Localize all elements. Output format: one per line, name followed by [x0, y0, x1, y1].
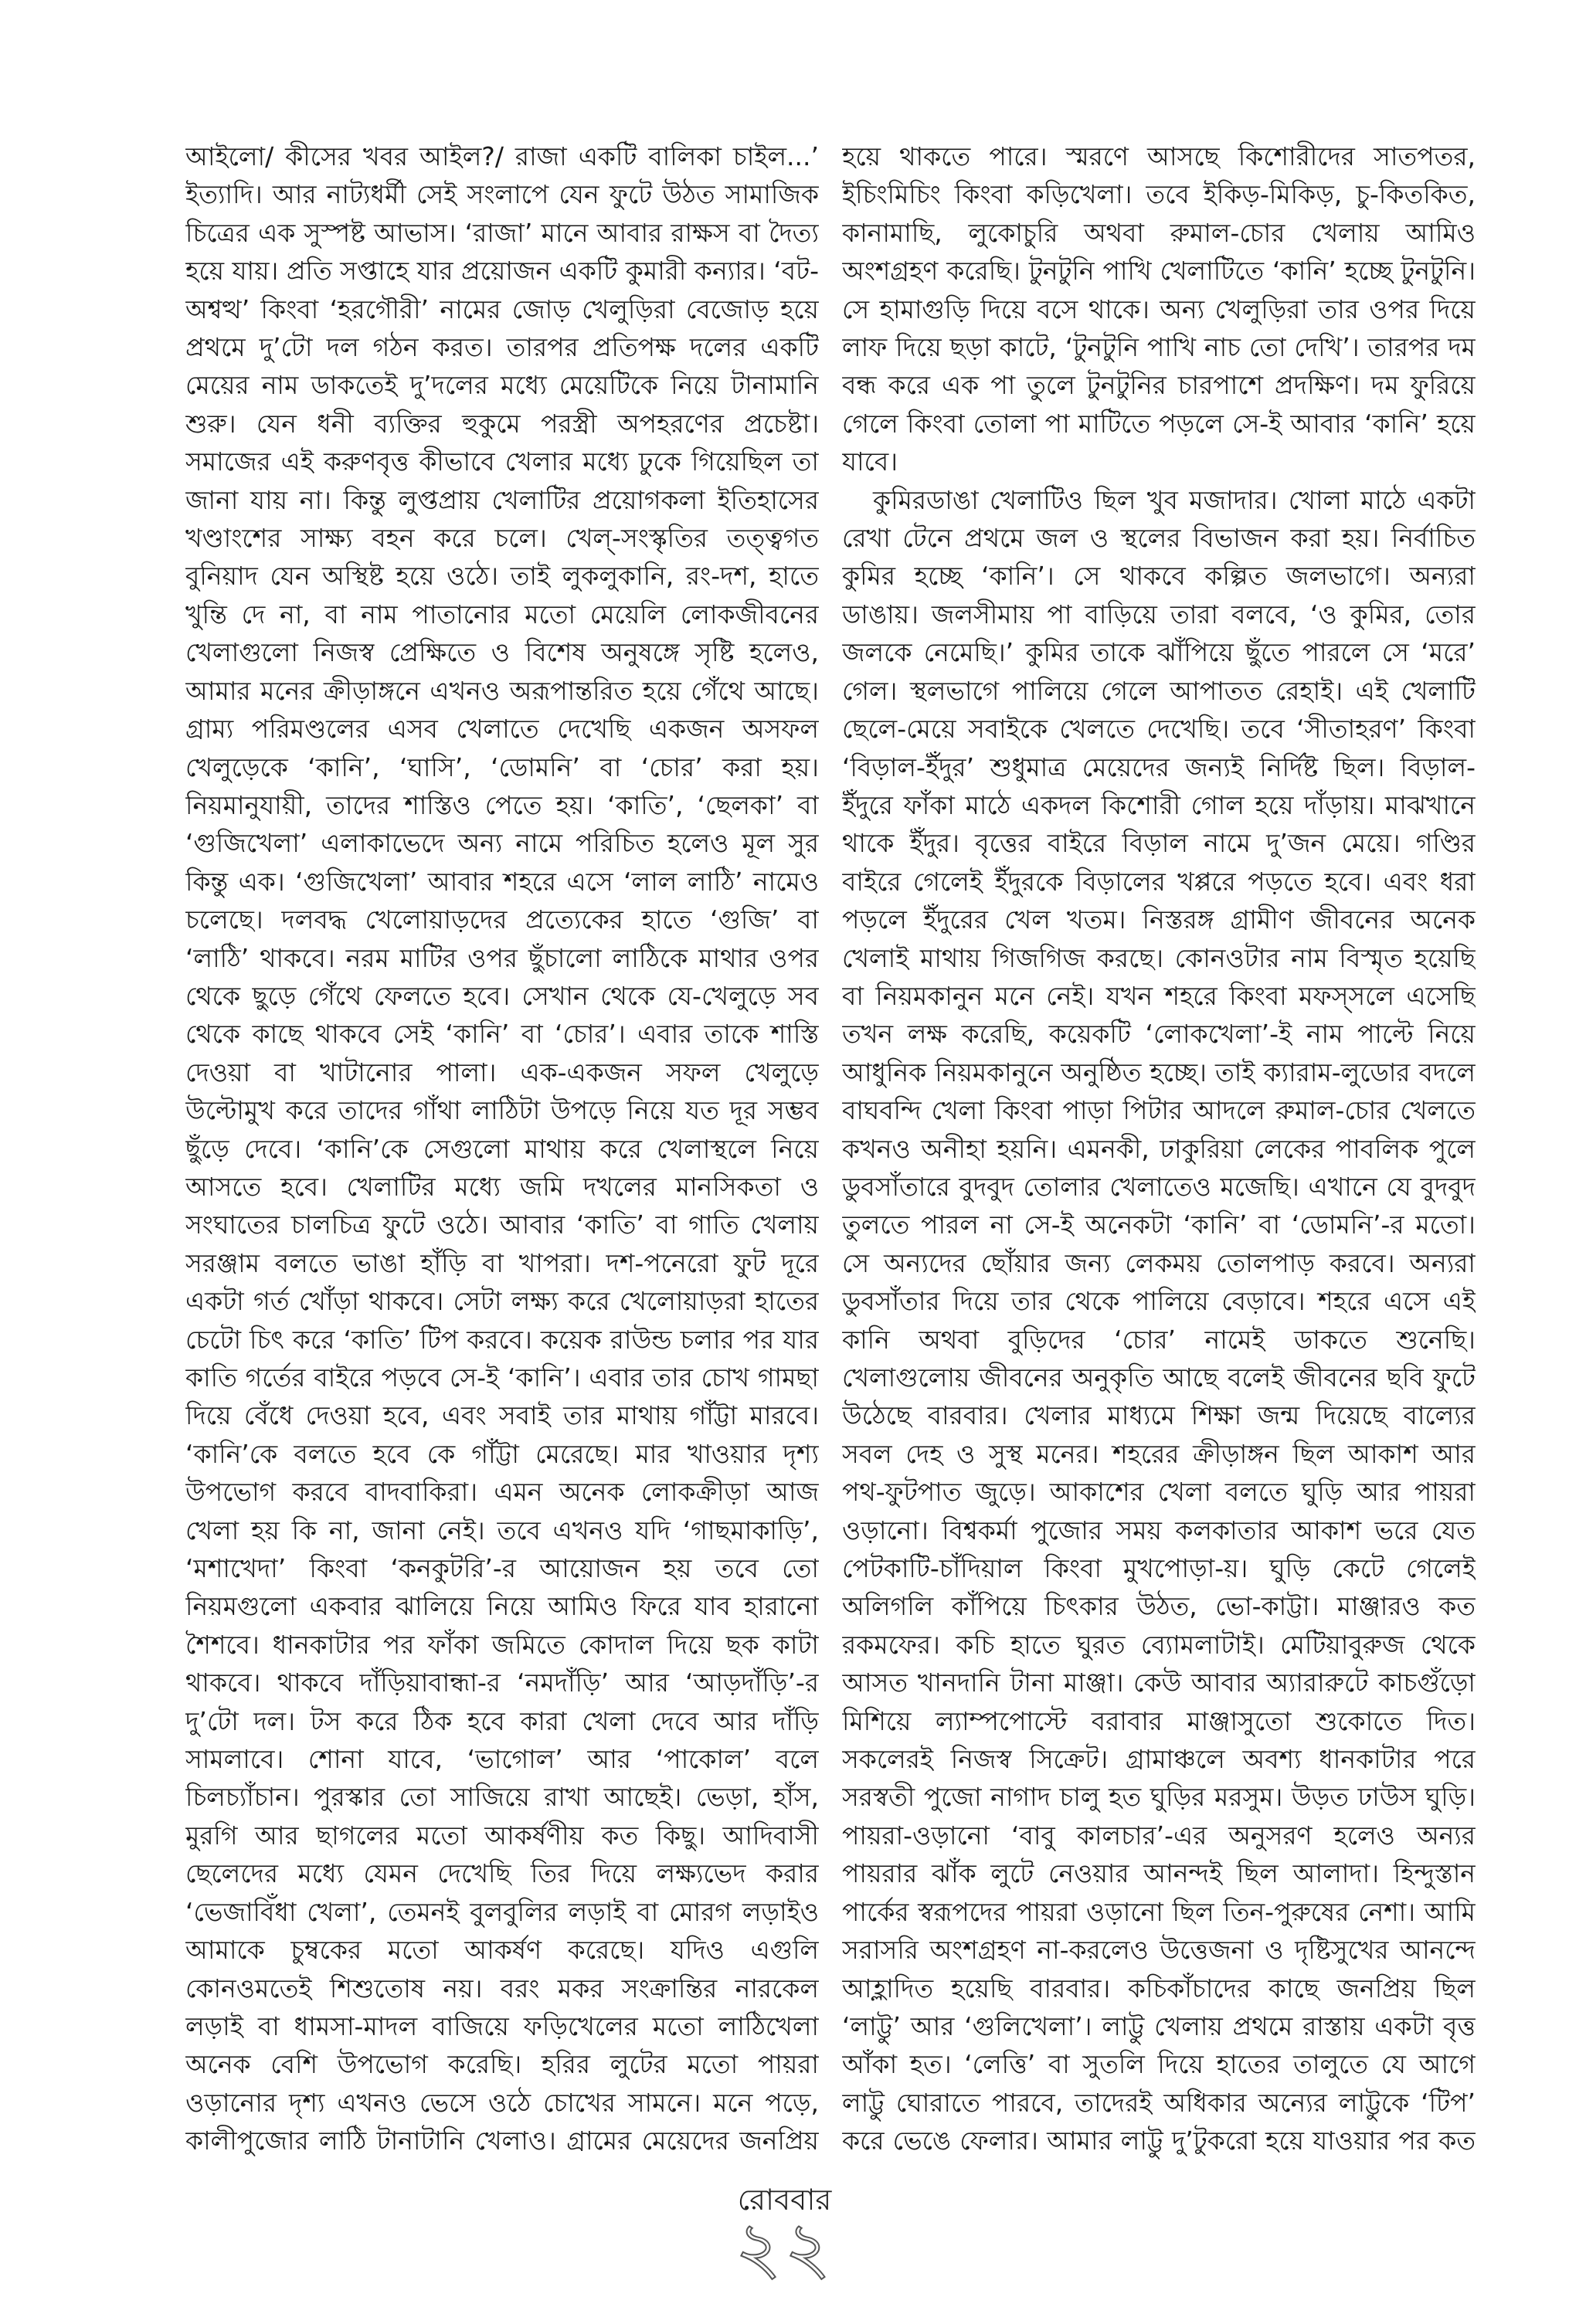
page-footer: [0, 2182, 1569, 2289]
article-column-right: [842, 137, 1476, 2161]
article-paragraph: কুমিরডাঙা খেলাটিও ছিল খুব মজাদার। খোলা মাঠে একটা রেখা টেনে প্রথমে জল ও স্থলের বিভাজন করা হয়। নির্বাচিত কুমির হচ্ছে ‘কানি’। সে থাকবে কল্পিত জলভাগে। অন্যরা ডাঙায়। জলসীমায় পা বাড়িয়ে তারা বলবে, ‘ও কুমির, তোর জলকে নেমেছি।’ কুমির তাকে ঝাঁপিয়ে ছুঁতে পারলে সে ‘মরে’ গেল। স্থলভাগে পালিয়ে গেলে আপাতত রেহাই। এই খেলাটি ছেলে-মেয়ে সবাইকে খেলতে দেখেছি। তবে ‘সীতাহরণ’ কিংবা ‘বিড়াল-ইঁদুর’ শুধুমাত্র মেয়েদের জন্যই নির্দিষ্ট ছিল। বিড়াল-ইঁদুরে ফাঁকা মাঠে একদল কিশোরী গোল হয়ে দাঁড়ায়। মাঝখানে থাকে ইঁদুর। বৃত্তের বাইরে বিড়াল নামে দু’জন মেয়ে। গণ্ডির বাইরে গেলেই ইঁদুরকে বিড়ালের খপ্পরে পড়তে হবে। এবং ধরা পড়লে ইঁদুরের খেল খতম। নিস্তরঙ্গ গ্রামীণ জীবনের অনেক খেলাই মাথায় গিজগিজ করছে। কোনওটার নাম বিস্মৃত হয়েছি বা নিয়মকানুন মনে নেই। যখন শহরে কিংবা মফস্সলে এসেছি তখন লক্ষ করেছি, কয়েকটি ‘লোকখেলা’-ই নাম পাল্টে নিয়ে আধুনিক নিয়মকানুনে অনুষ্ঠিত হচ্ছে। তাই ক্যারাম-লুডোর বদলে বাঘবন্দি খেলা কিংবা পাড়া পিটার আদলে রুমাল-চোর খেলতে কখনও অনীহা হয়নি। এমনকী, ঢাকুরিয়া লেকের পাবলিক পুলে ডুবসাঁতারে বুদবুদ তোলার খেলাতেও মজেছি। এখানে যে বুদবুদ তুলতে পারল না সে-ই অনেকটা ‘কানি’ বা ‘ডোমনি’-র মতো। সে অন্যদের ছোঁয়ার জন্য লেকময় তোলপাড় করবে। অন্যরা ডুবসাঁতার দিয়ে তার থেকে পালিয়ে বেড়াবে। শহরে এসে এই কানি অথবা বুড়িদের ‘চোর’ নামেই ডাকতে শুনেছি। খেলাগুলোয় জীবনের অনুকৃতি আছে বলেই জীবনের ছবি ফুটে উঠেছে বারবার। খেলার মাধ্যমে শিক্ষা জন্ম দিয়েছে বাল্যের সবল দেহ ও সুস্থ মনের। শহরের ক্রীড়াঙ্গন ছিল আকাশ আর পথ-ফুটপাত জুড়ে। আকাশের খেলা বলতে ঘুড়ি আর পায়রা ওড়ানো। বিশ্বকর্মা পুজোর সময় কলকাতার আকাশ ভরে যেত পেটকাটি-চাঁদিয়াল কিংবা মুখপোড়া-য়। ঘুড়ি কেটে গেলেই অলিগলি কাঁপিয়ে চিৎকার উঠত, ভো-কাট্টা। মাঞ্জারও কত রকমফের। কচি হাতে ঘুরত ব্যোমলাটাই। মেটিয়াবুরুজ থেকে আসত খানদানি টানা মাঞ্জা। কেউ আবার অ্যারারুটে কাচগুঁড়ো মিশিয়ে ল্যাম্পপোস্টে বরাবার মাঞ্জাসুতো শুকোতে দিত। সকলেরই নিজস্ব সিক্রেট। গ্রামাঞ্চলে অবশ্য ধানকাটার পরে সরস্বতী পুজো নাগাদ চালু হত ঘুড়ির মরসুম। উড়ত ঢাউস ঘুড়ি। পায়রা-ওড়ানো ‘বাবু কালচার’-এর অনুসরণ হলেও অন্যর পায়রার ঝাঁক লুটে নেওয়ার আনন্দই ছিল আলাদা। হিন্দুস্তান পার্কের স্বরূপদের পায়রা ওড়ানো ছিল তিন-পুরুষের নেশা। আমি সরাসরি অংশগ্রহণ না-করলেও উত্তেজনা ও দৃষ্টিসুখের আনন্দে আহ্লাদিত হয়েছি বারবার। কচিকাঁচাদের কাছে জনপ্রিয় ছিল ‘লাট্টু’ আর ‘গুলিখেলা’। লাট্টু খেলায় প্রথমে রাস্তায় একটা বৃত্ত আঁকা হত। ‘লেত্তি’ বা সুতলি দিয়ে হাতের তালুতে যে আগে লাট্টু ঘোরাতে পারবে, তাদেরই অধিকার অন্যের লাট্টুকে ‘টিপ’ করে ভেঙে ফেলার। আমার লাট্টু দু’টুকরো হয়ে যাওয়ার পর কত: [842, 484, 1476, 2156]
article-column-left: [185, 137, 819, 2161]
article-paragraph: হয়ে থাকতে পারে। স্মরণে আসছে কিশোরীদের সাতপতর, ইচিংমিচিং কিংবা কড়িখেলা। তবে ইকিড়-মিকিড়, চু-কিতকিত, কানামাছি, লুকোচুরি অথবা রুমাল-চোর খেলায় আমিও অংশগ্রহণ করেছি। টুনটুনি পাখি খেলাটিতে ‘কানি’ হচ্ছে টুনটুনি। সে হামাগুড়ি দিয়ে বসে থাকে। অন্য খেলুড়িরা তার ওপর দিয়ে লাফ দিয়ে ছড়া কাটে, ‘টুনটুনি পাখি নাচ তো দেখি’। তারপর দম বন্ধ করে এক পা তুলে টুনটুনির চারপাশে প্রদক্ষিণ। দম ফুরিয়ে গেলে কিংবা তোলা পা মাটিতে পড়লে সে-ই আবার ‘কানি’ হয়ে যাবে।: [842, 141, 1476, 477]
article-paragraph: আইলো/ কীসের খবর আইল?/ রাজা একটি বালিকা চাইল...’ ইত্যাদি। আর নাট্যধর্মী সেই সংলাপে যেন ফুটে উঠত সামাজিক চিত্রের এক সুস্পষ্ট আভাস। ‘রাজা’ মানে আবার রাক্ষস বা দৈত্য হয়ে যায়। প্রতি সপ্তাহে যার প্রয়োজন একটি কুমারী কন্যার। ‘বট-অশ্বত্থ’ কিংবা ‘হরগৌরী’ নামের জোড় খেলুড়িরা বেজোড় হয়ে প্রথমে দু’টো দল গঠন করত। তারপর প্রতিপক্ষ দলের একটি মেয়ের নাম ডাকতেই দু’দলের মধ্যে মেয়েটিকে নিয়ে টানামানি শুরু। যেন ধনী ব্যক্তির হুকুমে পরস্ত্রী অপহরণের প্রচেষ্টা। সমাজের এই করুণবৃত্ত কীভাবে খেলার মধ্যে ঢুকে গিয়েছিল তা জানা যায় না। কিন্তু লুপ্তপ্রায় খেলাটির প্রয়োগকলা ইতিহাসের খণ্ডাংশের সাক্ষ্য বহন করে চলে। খেল্-সংস্কৃতির তত্ত্বগত বুনিয়াদ যেন অস্থিষ্ট হয়ে ওঠে। তাই লুকলুকানি, রং-দশ, হাতে খুন্তি দে না, বা নাম পাতানোর মতো মেয়েলি লোকজীবনের খেলাগুলো নিজস্ব প্রেক্ষিতে ও বিশেষ অনুষঙ্গে সৃষ্টি হলেও, আমার মনের ক্রীড়াঙ্গনে এখনও অরূপান্তরিত হয়ে গেঁথে আছে। গ্রাম্য পরিমণ্ডলের এসব খেলাতে দেখেছি একজন অসফল খেলুড়েকে ‘কানি’, ‘ঘাসি’, ‘ডোমনি’ বা ‘চোর’ করা হয়। নিয়মানুযায়ী, তাদের শাস্তিও পেতে হয়। ‘কাতি’, ‘ছেলকা’ বা ‘গুজিখেলা’ এলাকাভেদে অন্য নামে পরিচিত হলেও মূল সুর কিন্তু এক। ‘গুজিখেলা’ আবার শহরে এসে ‘লাল লাঠি’ নামেও চলেছে। দলবদ্ধ খেলোয়াড়দের প্রত্যেকের হাতে ‘গুজি’ বা ‘লাঠি’ থাকবে। নরম মাটির ওপর ছুঁচালো লাঠিকে মাথার ওপর থেকে ছুড়ে গেঁথে ফেলতে হবে। সেখান থেকে যে-খেলুড়ে সব থেকে কাছে থাকবে সেই ‘কানি’ বা ‘চোর’। এবার তাকে শাস্তি দেওয়া বা খাটানোর পালা। এক-একজন সফল খেলুড়ে উল্টোমুখ করে তাদের গাঁথা লাঠিটা উপড়ে নিয়ে যত দূর সম্ভব ছুঁড়ে দেবে। ‘কানি’কে সেগুলো মাথায় করে খেলাস্থলে নিয়ে আসতে হবে। খেলাটির মধ্যে জমি দখলের মানসিকতা ও সংঘাতের চালচিত্র ফুটে ওঠে। আবার ‘কাতি’ বা গাতি খেলায় সরঞ্জাম বলতে ভাঙা হাঁড়ি বা খাপরা। দশ-পনেরো ফুট দূরে একটা গর্ত খোঁড়া থাকবে। সেটা লক্ষ্য করে খেলোয়াড়রা হাতের চেটো চিৎ করে ‘কাতি’ টিপ করবে। কয়েক রাউন্ড চলার পর যার কাতি গর্তের বাইরে পড়বে সে-ই ‘কানি’। এবার তার চোখ গামছা দিয়ে বেঁধে দেওয়া হবে, এবং সবাই তার মাথায় গাঁট্টা মারবে। ‘কানি’কে বলতে হবে কে গাঁট্টা মেরেছে। মার খাওয়ার দৃশ্য উপভোগ করবে বাদবাকিরা। এমন অনেক লোকক্রীড়া আজ খেলা হয় কি না, জানা নেই। তবে এখনও যদি ‘গাছমাকাড়ি’, ‘মশাখেদা’ কিংবা ‘কনকুটরি’-র আয়োজন হয় তবে তো নিয়মগুলো একবার ঝালিয়ে নিয়ে আমিও ফিরে যাব হারানো শৈশবে। ধানকাটার পর ফাঁকা জমিতে কোদাল দিয়ে ছক কাটা থাকবে। থাকবে দাঁড়িয়াবান্ধা-র ‘নমদাঁড়ি’ আর ‘আড়দাঁড়ি’-র দু’টো দল। টস করে ঠিক হবে কারা খেলা দেবে আর দাঁড়ি সামলাবে। শোনা যাবে, ‘ভাগোল’ আর ‘পাকোল’ বলে চিলচ্যাঁচান। পুরস্কার তো সাজিয়ে রাখা আছেই। ভেড়া, হাঁস, মুরগি আর ছাগলের মতো আকর্ষণীয় কত কিছু। আদিবাসী ছেলেদের মধ্যে যেমন দেখেছি তির দিয়ে লক্ষ্যভেদ করার ‘ভেজাবিঁধা খেলা’, তেমনই বুলবুলির লড়াই বা মোরগ লড়াইও আমাকে চুম্বকের মতো আকর্ষণ করেছে। যদিও এগুলি কোনওমতেই শিশুতোষ নয়। বরং মকর সংক্রান্তির নারকেল লড়াই বা ধামসা-মাদল বাজিয়ে ফড়িখেলের মতো লাঠিখেলা অনেক বেশি উপভোগ করেছি। হরির লুটের মতো পায়রা ওড়ানোর দৃশ্য এখনও ভেসে ওঠে চোখের সামনে। মনে পড়ে, কালীপুজোর লাঠি টানাটানি খেলাও। গ্রামের মেয়েদের জনপ্রিয়: [185, 141, 819, 2156]
magazine-name: রোববার: [737, 2183, 832, 2217]
page-number: ২২: [735, 2207, 834, 2289]
